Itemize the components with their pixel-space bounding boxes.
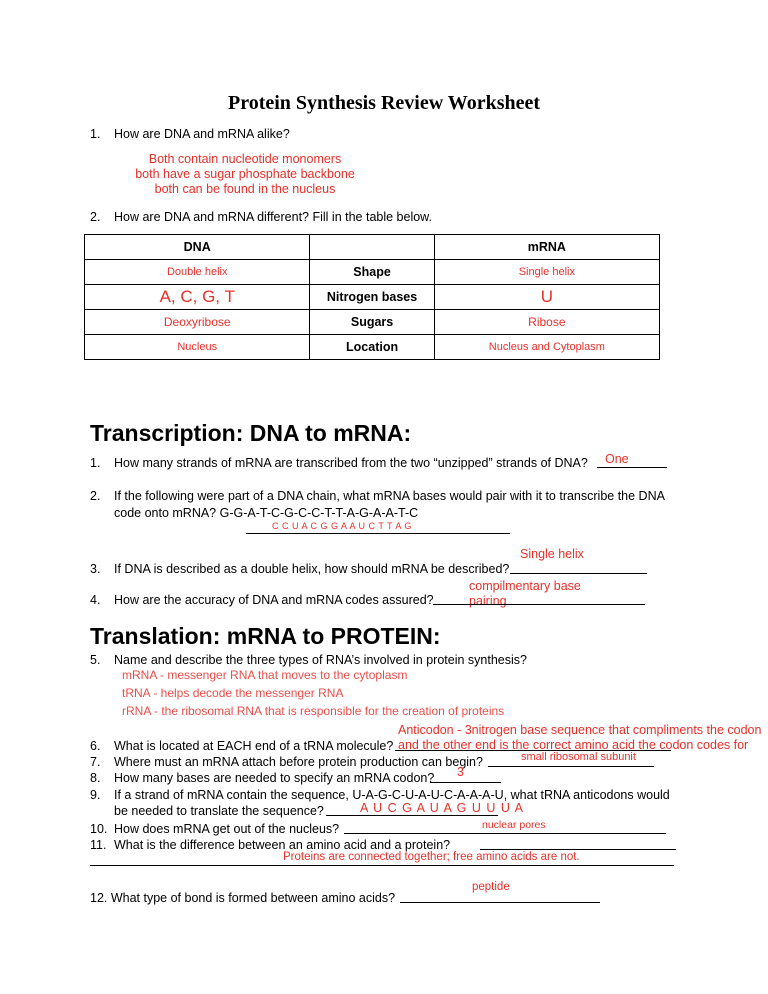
- q9-answer: A U C G A U A G U U U A: [360, 801, 525, 815]
- row-label-location: Location: [310, 335, 434, 360]
- table-header-blank: [310, 235, 434, 260]
- q10-text: How does mRNA get out of the nucleus?: [114, 822, 340, 836]
- table-header-dna: DNA: [85, 235, 310, 260]
- dna-shape: Double helix: [85, 260, 310, 285]
- t3-number: 3.: [90, 562, 101, 576]
- q11-answer: Proteins are connected together; free amino acids are not.: [283, 851, 580, 863]
- q6-number: 6.: [90, 739, 101, 753]
- q9-number: 9.: [90, 788, 101, 802]
- q1-answer-1: Both contain nucleotide monomers: [148, 152, 342, 166]
- q10-answer: nuclear pores: [482, 819, 546, 831]
- q6-text: What is located at EACH end of a tRNA molecule?: [114, 739, 394, 753]
- q10-number: 10.: [90, 822, 108, 836]
- row-label-bases: Nitrogen bases: [310, 285, 434, 310]
- t4-text: How are the accuracy of DNA and mRNA codes assured?: [114, 593, 434, 607]
- page-title: Protein Synthesis Review Worksheet: [227, 92, 541, 114]
- q1-number: 1.: [90, 127, 101, 141]
- table-row: [85, 335, 660, 360]
- t4-answer-1: compilmentary base: [469, 579, 581, 593]
- q6-answer-1: Anticodon - 3nitrogen base sequence that compliments the codon: [398, 723, 762, 737]
- dna-bases: A, C, G, T: [85, 285, 310, 310]
- q10-answer-line: [344, 833, 666, 834]
- mrna-bases: U: [434, 285, 659, 310]
- q8-answer-line: [430, 782, 501, 783]
- q5-answer-3: rRNA - the ribosomal RNA that is responsible for the creation of proteins: [122, 704, 505, 718]
- q7-answer-line: [488, 766, 654, 767]
- q12-answer: peptide: [472, 881, 510, 893]
- q9-text-2: be needed to translate the sequence?: [114, 804, 324, 818]
- table-row: [85, 260, 660, 285]
- t2-answer-line: [246, 533, 510, 534]
- q5-text: Name and describe the three types of RNA’s involved in protein synthesis?: [114, 653, 527, 667]
- t4-number: 4.: [90, 593, 101, 607]
- q9-text: If a strand of mRNA contain the sequence, U-A-G-C-U-A-U-C-A-A-A-U, what tRNA anticodons would: [114, 788, 670, 802]
- dna-location: Nucleus: [85, 335, 310, 360]
- q8-text: How many bases are needed to specify an mRNA codon?: [114, 771, 435, 785]
- table-row: [85, 310, 660, 335]
- t2-answer: C C U A C G G A A U C T T A G: [272, 521, 412, 531]
- row-label-shape: Shape: [310, 260, 434, 285]
- section-heading-transcription: Transcription: DNA to mRNA:: [90, 420, 412, 446]
- q1-answer-3: both can be found in the nucleus: [154, 182, 336, 196]
- t1-number: 1.: [90, 456, 101, 470]
- q9-answer-line: [326, 815, 498, 816]
- q5-answer-1: mRNA - messenger RNA that moves to the cytoplasm: [122, 668, 408, 682]
- t4-answer-line: [433, 604, 645, 605]
- q8-answer: 3: [457, 765, 464, 779]
- t1-answer-line: [597, 467, 667, 468]
- t3-answer-line: [510, 573, 647, 574]
- section-heading-translation: Translation: mRNA to PROTEIN:: [90, 623, 441, 649]
- mrna-location: Nucleus and Cytoplasm: [434, 335, 659, 360]
- t1-text: How many strands of mRNA are transcribed from the two “unzipped” strands of DNA?: [114, 456, 588, 470]
- t2-text-2: code onto mRNA? G-G-A-T-C-G-C-C-T-T-A-G-A-A-T-C: [114, 506, 419, 520]
- q5-answer-2: tRNA - helps decode the messenger RNA: [122, 686, 344, 700]
- t1-answer: One: [605, 452, 629, 466]
- row-label-sugars: Sugars: [310, 310, 434, 335]
- q11-answer-line-2: [90, 865, 674, 866]
- q2-number: 2.: [90, 210, 101, 224]
- q5-number: 5.: [90, 653, 101, 667]
- q7-text: Where must an mRNA attach before protein production can begin?: [114, 755, 483, 769]
- q2-text: How are DNA and mRNA different? Fill in the table below.: [114, 210, 432, 224]
- q1-text: How are DNA and mRNA alike?: [114, 127, 290, 141]
- q11-text: What is the difference between an amino acid and a protein?: [114, 838, 451, 852]
- table-row: [85, 285, 660, 310]
- mrna-sugar: Ribose: [434, 310, 659, 335]
- dna-sugar: Deoxyribose: [85, 310, 310, 335]
- mrna-shape: Single helix: [434, 260, 659, 285]
- q8-number: 8.: [90, 771, 101, 785]
- q6-answer-2: and the other end is the correct amino acid the codon codes for: [398, 738, 749, 752]
- t4-answer-2: pairing: [469, 594, 507, 608]
- q12-text: 12. What type of bond is formed between amino acids?: [90, 891, 396, 905]
- t3-answer: Single helix: [520, 547, 584, 561]
- q11-answer-line-1: [480, 849, 676, 850]
- q12-answer-line: [400, 902, 600, 903]
- q7-number: 7.: [90, 755, 101, 769]
- t2-number: 2.: [90, 489, 101, 503]
- q7-answer: small ribosomal subunit: [521, 751, 636, 763]
- comparison-table: [84, 234, 660, 360]
- table-header-mrna: mRNA: [434, 235, 659, 260]
- q11-number: 11.: [90, 838, 107, 852]
- t3-text: If DNA is described as a double helix, how should mRNA be described?: [114, 562, 510, 576]
- q1-answer-2: both have a sugar phosphate backbone: [135, 167, 355, 181]
- t2-text: If the following were part of a DNA chain, what mRNA bases would pair with it to transcribe the DNA: [114, 489, 665, 503]
